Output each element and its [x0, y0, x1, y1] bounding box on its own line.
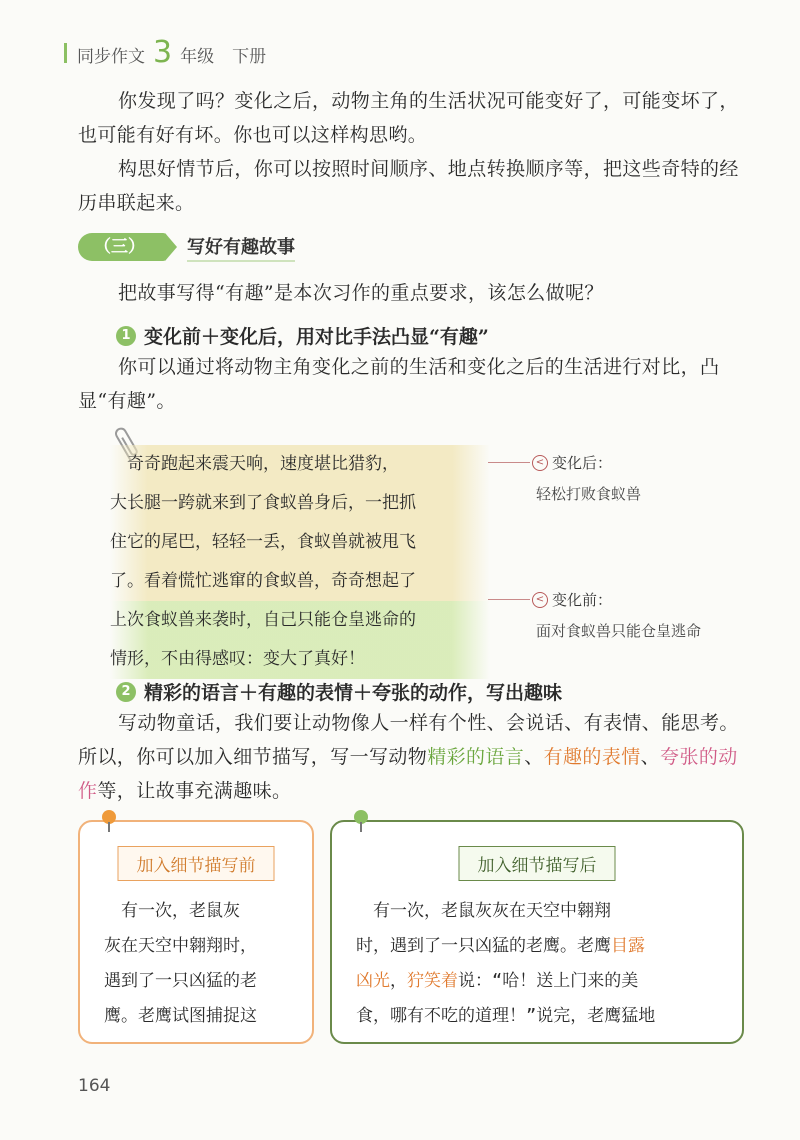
tip1-text: 你可以通过将动物主角变化之前的生活和变化之后的生活进行对比，凸显“有趣”。 — [78, 356, 720, 412]
note-after-desc: 轻松打败食蚁兽 — [536, 485, 642, 503]
intro-paragraph-2: 构思好情节后，你可以按照时间顺序、地点转换顺序等，把这些奇特的经历串联起来。 — [78, 158, 739, 214]
tip2-text-a: 写动物童话，我们要让动物像人一样有个性、会说话、有表情、能思考。所以，你可以加入细节描写，写一写动物 — [78, 712, 739, 768]
note-leader — [488, 599, 530, 600]
card-line: 有一次，老鼠灰灰在天空中翱翔 — [356, 901, 611, 921]
card-line — [356, 929, 724, 964]
note-after-label: 变化后： — [552, 454, 613, 472]
pin-icon — [102, 810, 116, 824]
note-before-desc: 面对食蚁兽只能仓皇逃命 — [536, 622, 702, 640]
excerpt-line: 奇奇跑起来震天响，速度堪比猎豹， — [110, 445, 490, 484]
card-before-detail — [78, 820, 314, 1044]
tip2-number: 2 — [116, 682, 136, 702]
pin-icon — [354, 810, 368, 824]
sep: 、 — [524, 746, 544, 768]
grade-number: 3 — [153, 35, 173, 70]
example-excerpt — [110, 445, 490, 679]
highlight-expression: 凶光 — [356, 971, 390, 991]
highlight-expression: 有趣的表情 — [543, 746, 641, 768]
tip1-heading — [116, 322, 489, 349]
highlight-language: 精彩的语言 — [427, 746, 525, 768]
arrow-circle-icon: < — [532, 592, 548, 608]
card-line: 鹰。老鹰试图捕捉这 — [104, 1006, 257, 1026]
card-text: 时，遇到了一只凶猛的老鹰。老鹰 — [356, 936, 611, 956]
section-lead: 把故事写得“有趣”是本次习作的重点要求，该怎么做呢？ — [118, 282, 604, 304]
arrow-circle-icon: < — [532, 455, 548, 471]
tip2-text-b: 等，让故事充满趣味。 — [97, 780, 292, 802]
intro-paragraph-1: 你发现了吗？变化之后，动物主角的生活状况可能变好了，可能变坏了，也可能有好有坏。你也可以这样构思哟。 — [78, 90, 739, 146]
card-line — [356, 964, 724, 999]
section-heading — [78, 233, 295, 261]
page-number: 164 — [78, 1076, 111, 1096]
card-before-body — [104, 894, 294, 1034]
excerpt-line: 上次食蚁兽来袭时，自己只能仓皇逃命的 — [110, 601, 490, 640]
section-arrow — [165, 233, 177, 261]
card-after-body — [356, 894, 724, 1034]
sep: 、 — [640, 746, 661, 768]
card-text: 说：“哈！送上门来的美 — [458, 971, 639, 991]
tip1-title: 变化前＋变化后，用对比手法凸显“有趣” — [144, 326, 489, 348]
tip2-text — [78, 706, 748, 808]
grade-label: 年级 — [180, 47, 215, 67]
tip2-heading — [116, 678, 562, 705]
section-number: （三） — [78, 233, 167, 261]
excerpt-line: 住它的尾巴，轻轻一丢，食蚁兽就被甩飞 — [110, 523, 490, 562]
excerpt-line: 了。看着慌忙逃窜的食蚁兽，奇奇想起了 — [110, 562, 490, 601]
book-title: 同步作文 — [77, 47, 145, 67]
note-leader — [488, 462, 530, 463]
card-line: 灰在天空中翱翔时， — [104, 936, 257, 956]
header-bar — [64, 43, 67, 63]
highlight-expression: 目露 — [611, 936, 645, 956]
highlight-expression: 狞笑着 — [407, 971, 458, 991]
section-title: 写好有趣故事 — [187, 233, 295, 262]
note-before-label: 变化前： — [552, 591, 613, 609]
card-before-title: 加入细节描写前 — [118, 846, 275, 881]
note-after — [488, 452, 641, 504]
highlight-action: 夸张的动作 — [78, 746, 738, 802]
card-after-title: 加入细节描写后 — [459, 846, 616, 881]
tip2-title: 精彩的语言＋有趣的表情＋夸张的动作，写出趣味 — [144, 682, 563, 704]
running-header — [64, 35, 267, 70]
card-after-detail — [330, 820, 744, 1044]
excerpt-line: 情形，不由得感叹：变大了真好！ — [110, 640, 490, 679]
card-line: 食，哪有不吃的道理！”说完，老鹰猛地 — [356, 1006, 656, 1026]
card-line: 有一次，老鼠灰 — [104, 901, 240, 921]
tip1-number: 1 — [116, 326, 136, 346]
volume-label: 下册 — [232, 47, 267, 67]
card-text: ， — [390, 971, 407, 991]
card-line: 遇到了一只凶猛的老 — [104, 971, 257, 991]
excerpt-line: 大长腿一跨就来到了食蚁兽身后，一把抓 — [110, 484, 490, 523]
note-before — [488, 589, 701, 641]
